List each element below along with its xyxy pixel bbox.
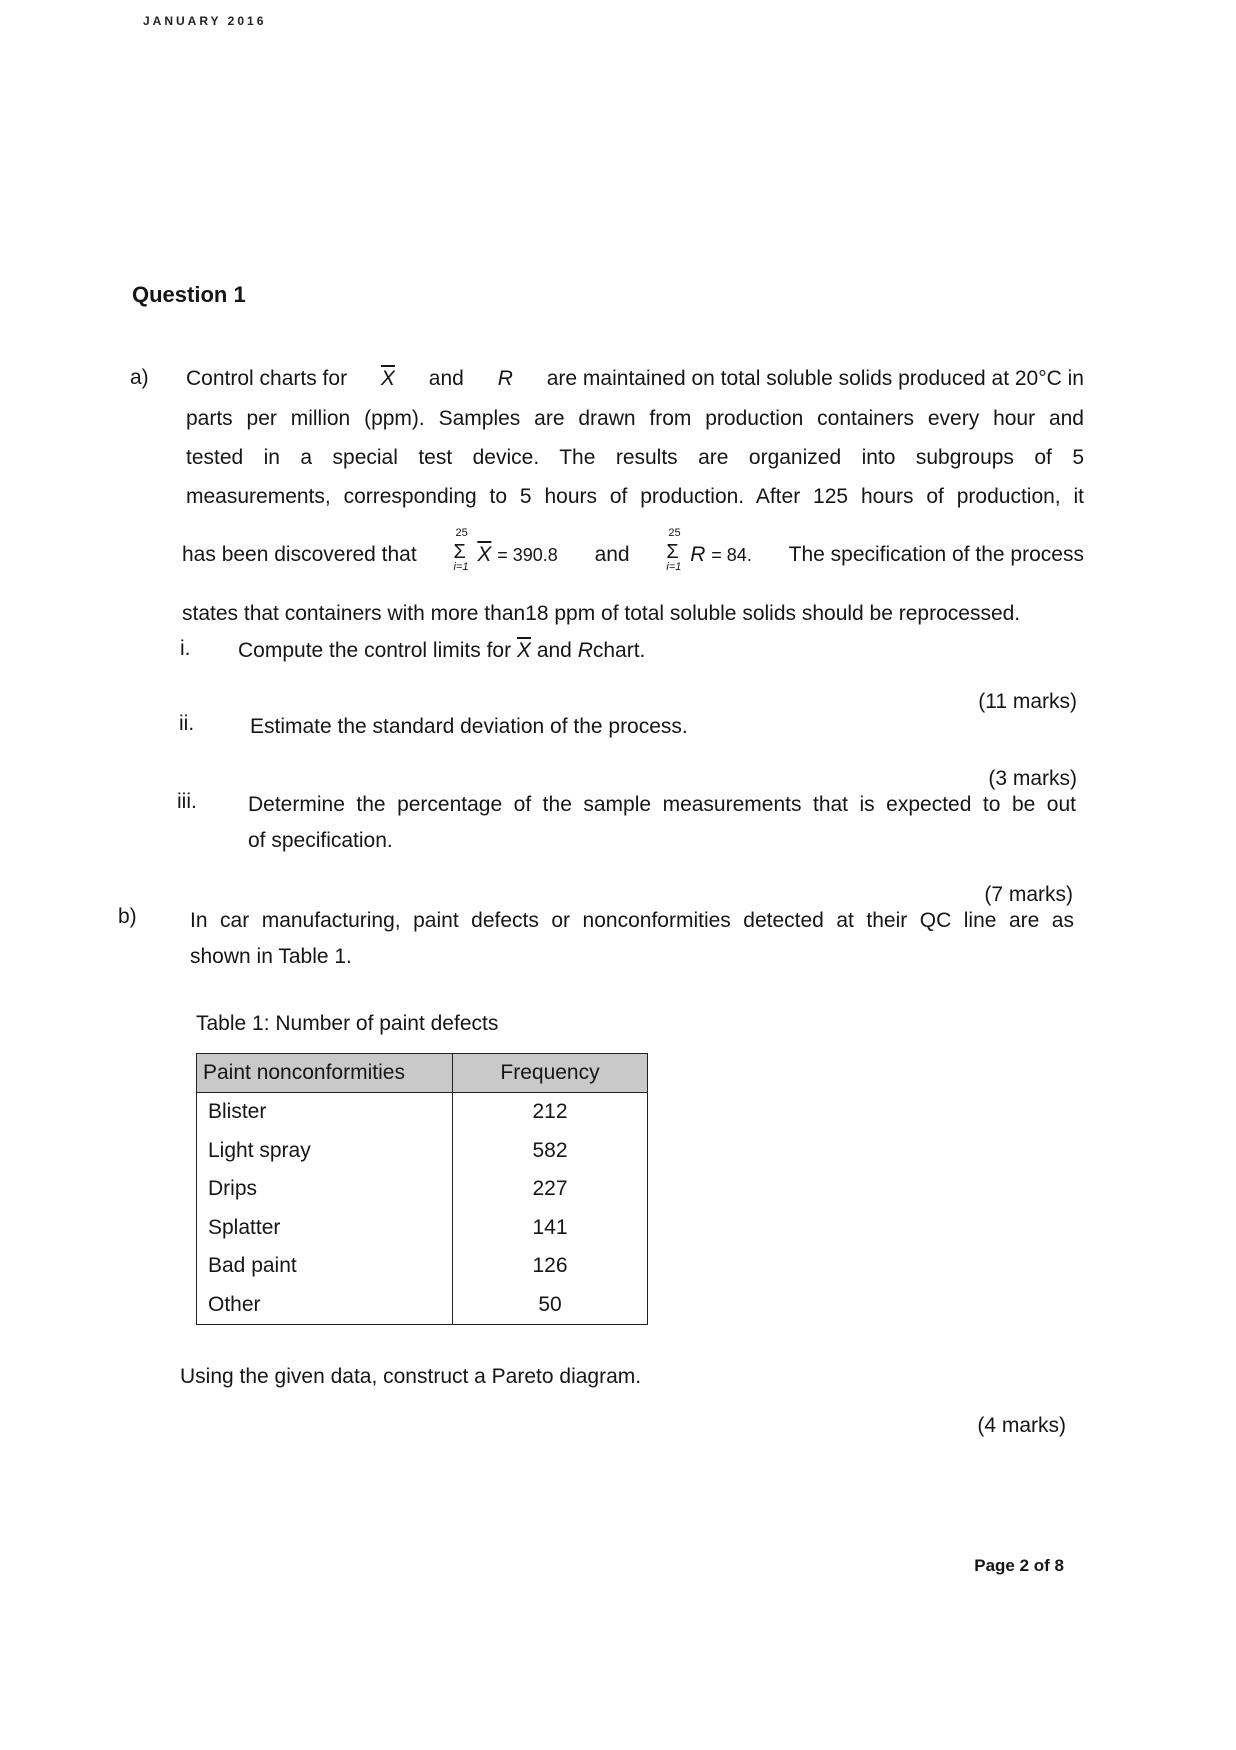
sum-symbol bbox=[666, 527, 684, 573]
xbar-symbol: $\overline{X}$ bbox=[477, 543, 492, 566]
item-ii-text: Estimate the standard deviation of the process. bbox=[250, 715, 688, 738]
table-header-row bbox=[197, 1054, 648, 1093]
table-row bbox=[197, 1247, 648, 1286]
nonconformity-cell: Bad paint bbox=[197, 1247, 453, 1286]
summation-x bbox=[453, 527, 558, 573]
sigma-glyph: Σ bbox=[453, 541, 466, 563]
part-a-line4: measurements, corresponding to 5 hours of production. After 125 hours of production, it bbox=[186, 485, 1084, 508]
paint-defects-table bbox=[196, 1053, 648, 1325]
summation-r bbox=[666, 527, 752, 573]
r-symbol: R bbox=[577, 639, 593, 662]
sum2-value: = 84. bbox=[711, 545, 752, 565]
xbar-symbol: $\overline{X}$ bbox=[516, 639, 531, 662]
part-b-label: b) bbox=[118, 905, 137, 928]
item-iii-number: iii. bbox=[177, 790, 197, 813]
xbar-symbol: $\overline{X}$ bbox=[380, 367, 395, 390]
item-ii-marks: (3 marks) bbox=[988, 767, 1077, 790]
table-row bbox=[197, 1286, 648, 1325]
frequency-cell: 141 bbox=[453, 1209, 648, 1248]
item-iii-line1: Determine the percentage of the sample measurements that is expected to be out bbox=[248, 793, 1076, 816]
nonconformity-cell: Other bbox=[197, 1286, 453, 1325]
column-header-frequency: Frequency bbox=[453, 1054, 648, 1093]
item-i-text-b: and bbox=[536, 639, 572, 662]
part-b-line2: shown in Table 1. bbox=[190, 945, 352, 968]
part-a-label: a) bbox=[130, 366, 149, 389]
sum-lower: i=1 bbox=[453, 561, 469, 573]
r-symbol: R bbox=[497, 367, 513, 390]
header-smudge: JANUARY 2016 bbox=[143, 14, 267, 28]
nonconformity-cell: Blister bbox=[197, 1093, 453, 1132]
part-a-line3: tested in a special test device. The results are organized into subgroups of 5 bbox=[186, 446, 1084, 469]
table-row bbox=[197, 1093, 648, 1132]
table-row bbox=[197, 1209, 648, 1248]
column-header-nonconformities: Paint nonconformities bbox=[197, 1054, 453, 1093]
part-b-line1: In car manufacturing, paint defects or nonconformities detected at their QC line are as bbox=[190, 909, 1074, 932]
pareto-instruction: Using the given data, construct a Pareto diagram. bbox=[180, 1365, 642, 1388]
frequency-cell: 50 bbox=[453, 1286, 648, 1325]
page-number: Page 2 of 8 bbox=[974, 1556, 1064, 1575]
part-a-line2: parts per million (ppm). Samples are drawn from production containers every hour and bbox=[186, 407, 1084, 430]
item-iii-marks: (7 marks) bbox=[984, 883, 1073, 906]
question-title: Question 1 bbox=[132, 282, 246, 307]
item-i-marks: (11 marks) bbox=[978, 690, 1077, 713]
nonconformity-cell: Drips bbox=[197, 1170, 453, 1209]
part-a-line5 bbox=[182, 527, 1084, 573]
item-i-text-c: chart. bbox=[592, 639, 646, 662]
line1-a: Control charts for bbox=[186, 367, 348, 390]
table-caption: Table 1: Number of paint defects bbox=[196, 1012, 499, 1035]
part-a-line1 bbox=[186, 368, 1084, 389]
sigma-glyph: Σ bbox=[666, 541, 679, 563]
frequency-cell: 126 bbox=[453, 1247, 648, 1286]
part-a-line6: states that containers with more than18 ppm of total soluble solids should be reprocessed. bbox=[182, 602, 1021, 625]
r-symbol: R bbox=[690, 543, 706, 566]
table-row bbox=[197, 1170, 648, 1209]
frequency-cell: 582 bbox=[453, 1132, 648, 1171]
frequency-cell: 212 bbox=[453, 1093, 648, 1132]
sum-symbol bbox=[453, 527, 471, 573]
item-ii-number: ii. bbox=[179, 712, 195, 735]
nonconformity-cell: Splatter bbox=[197, 1209, 453, 1248]
item-i-text bbox=[238, 640, 645, 661]
item-i-text-a: Compute the control limits for bbox=[238, 639, 512, 662]
sum-upper: 25 bbox=[455, 527, 468, 539]
sum-lower: i=1 bbox=[666, 561, 682, 573]
nonconformity-cell: Light spray bbox=[197, 1132, 453, 1171]
item-iii-line2: of specification. bbox=[248, 829, 393, 852]
line1-c: are maintained on total soluble solids produced at 20°C in bbox=[546, 367, 1084, 390]
sum-upper: 25 bbox=[668, 527, 681, 539]
table-row bbox=[197, 1132, 648, 1171]
line5-c: The specification of the process bbox=[788, 543, 1084, 566]
item-i-number: i. bbox=[180, 637, 191, 660]
part-b-marks: (4 marks) bbox=[977, 1414, 1066, 1437]
line1-b: and bbox=[428, 367, 464, 390]
frequency-cell: 227 bbox=[453, 1170, 648, 1209]
and-text: and bbox=[594, 543, 630, 566]
line5-a: has been discovered that bbox=[182, 543, 417, 566]
sum1-value: = 390.8 bbox=[497, 545, 558, 565]
